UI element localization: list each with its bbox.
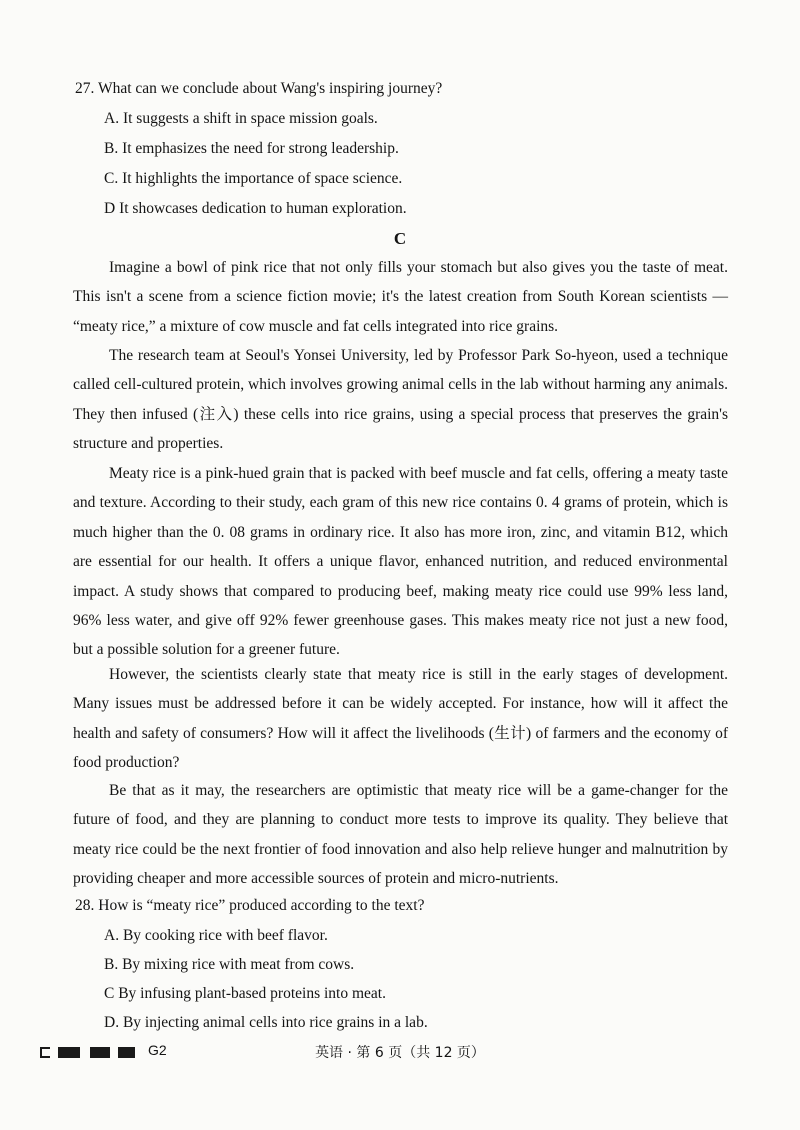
passage-paragraph-1: Imagine a bowl of pink rice that not only fills your stomach but also gives you the taste of meat. This isn't a scene from a science fiction movie; it's the latest creation from South Korean scientists — “meaty rice,” a mixture of cow muscle and fat cells integrated into rice grains. — [73, 259, 728, 335]
question-28-option-b: B. By mixing rice with meat from cows. — [104, 956, 355, 973]
passage-paragraph-5: Be that as it may, the researchers are optimistic that meaty rice will be a game-changer for the future of food, and they are planning to conduct more tests to improve its quality. They believe that meaty rice could be the next frontier of food innovation and also help relieve hunger and malnutrition by providing cheaper and more accessible sources of protein and micro-nutrients. — [73, 782, 728, 888]
passage-paragraph-4: However, the scientists clearly state that meaty rice is still in the early stages of development. Many issues must be addressed before it can be widely accepted. For instance, how will it affect the health and safety of consumers? How will it affect the livelihoods (生计) of farmers and the economy of food production? — [73, 666, 728, 772]
section-heading: C — [393, 229, 407, 248]
passage-paragraph-3: Meaty rice is a pink-hued grain that is packed with beef muscle and fat cells, offering a meaty taste and texture. According to their study, each gram of this new rice contains 0. 4 grams of protein, which is much higher than the 0. 08 grams in ordinary rice. It also has more iron, zinc, and vitamin B12, which are essential for our health. It offers a unique flavor, enhanced nutrition, and reduced environmental impact. A study shows that compared to producing beef, making meaty rice could use 99% less land, 96% less water, and give off 92% fewer greenhouse gases. This makes meaty rice not just a new food, but a possible solution for a greener future. — [73, 465, 728, 659]
passage-paragraph-2: The research team at Seoul's Yonsei University, led by Professor Park So-hyeon, used a technique called cell-cultured protein, which involves growing animal cells in the lab without harming any animals. They then infused (注入) these cells into rice grains, using a special process that preserves the grain's structure and properties. — [73, 347, 728, 453]
question-28-stem: 28. How is “meaty rice” produced according to the text? — [75, 897, 425, 914]
question-27-stem: 27. What can we conclude about Wang's inspiring journey? — [75, 80, 443, 97]
question-28-option-c: C By infusing plant-based proteins into meat. — [104, 985, 386, 1002]
question-28-option-d: D. By injecting animal cells into rice grains in a lab. — [104, 1014, 428, 1031]
question-28-option-a: A. By cooking rice with beef flavor. — [104, 927, 328, 944]
question-27-option-a: A. It suggests a shift in space mission goals. — [104, 110, 378, 127]
question-27-option-d: D It showcases dedication to human exploration. — [104, 200, 407, 217]
question-27-option-b: B. It emphasizes the need for strong leadership. — [104, 140, 399, 157]
footer-page-label: 英语 · 第 6 页（共 12 页） — [315, 1045, 485, 1061]
footer-version-code: G2 — [148, 1042, 167, 1058]
question-27-option-c: C. It highlights the importance of space science. — [104, 170, 403, 187]
